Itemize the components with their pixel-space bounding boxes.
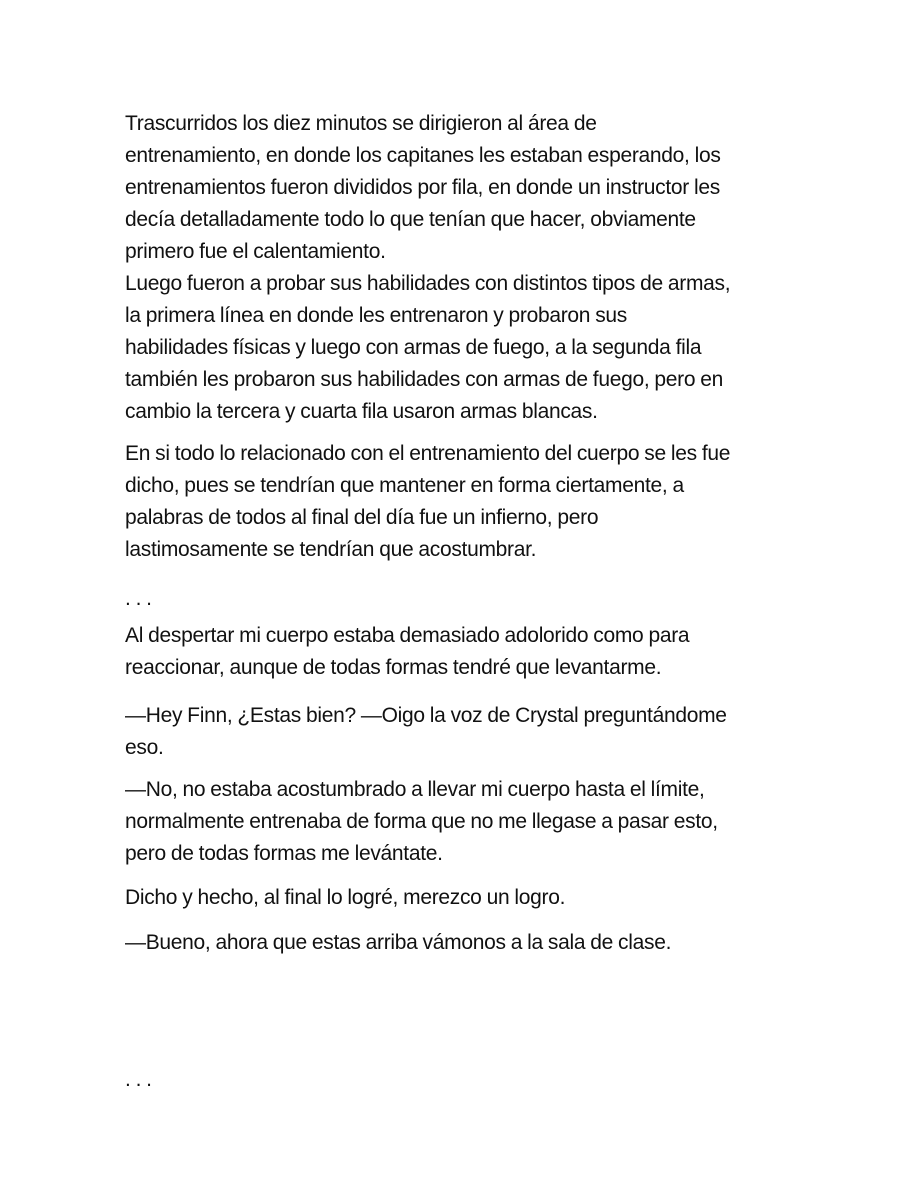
text-line: eso. bbox=[125, 736, 164, 759]
ellipsis-separator: . . . bbox=[125, 587, 152, 610]
text-line: Al despertar mi cuerpo estaba demasiado adolorido como para bbox=[125, 624, 690, 647]
paragraph-4 bbox=[125, 620, 805, 684]
paragraph-1 bbox=[125, 108, 805, 268]
text-line: —Hey Finn, ¿Estas bien? —Oigo la voz de Crystal preguntándome bbox=[125, 704, 727, 727]
text-line: reaccionar, aunque de todas formas tendré que levantarme. bbox=[125, 656, 662, 679]
paragraph-7 bbox=[125, 882, 805, 914]
text-line: la primera línea en donde les entrenaron y probaron sus bbox=[125, 304, 627, 327]
paragraph-8 bbox=[125, 927, 805, 959]
paragraph-3 bbox=[125, 438, 805, 566]
text-line: entrenamiento, en donde los capitanes les estaban esperando, los bbox=[125, 144, 721, 167]
text-line: normalmente entrenaba de forma que no me llegase a pasar esto, bbox=[125, 810, 718, 833]
text-line: Trascurridos los diez minutos se dirigieron al área de bbox=[125, 112, 597, 135]
text-line: decía detalladamente todo lo que tenían que hacer, obviamente bbox=[125, 208, 696, 231]
paragraph-5 bbox=[125, 700, 805, 764]
paragraph-2 bbox=[125, 268, 805, 428]
text-line: Luego fueron a probar sus habilidades con distintos tipos de armas, bbox=[125, 272, 731, 295]
text-line: —Bueno, ahora que estas arriba vámonos a la sala de clase. bbox=[125, 931, 672, 954]
text-line: entrenamientos fueron divididos por fila, en donde un instructor les bbox=[125, 176, 720, 199]
text-line: habilidades físicas y luego con armas de fuego, a la segunda fila bbox=[125, 336, 702, 359]
text-line: también les probaron sus habilidades con armas de fuego, pero en bbox=[125, 368, 724, 391]
text-line: pero de todas formas me levántate. bbox=[125, 842, 443, 865]
text-line: —No, no estaba acostumbrado a llevar mi cuerpo hasta el límite, bbox=[125, 778, 705, 801]
text-line: lastimosamente se tendrían que acostumbrar. bbox=[125, 538, 537, 561]
text-line: Dicho y hecho, al final lo logré, merezco un logro. bbox=[125, 886, 566, 909]
text-line: palabras de todos al final del día fue un infierno, pero bbox=[125, 506, 599, 529]
text-line: En si todo lo relacionado con el entrenamiento del cuerpo se les fue bbox=[125, 442, 731, 465]
text-line: primero fue el calentamiento. bbox=[125, 240, 386, 263]
scene-separator-1 bbox=[125, 583, 805, 615]
scene-separator-2 bbox=[125, 1064, 805, 1096]
paragraph-6 bbox=[125, 774, 805, 870]
text-line: cambio la tercera y cuarta fila usaron armas blancas. bbox=[125, 400, 598, 423]
text-line: dicho, pues se tendrían que mantener en forma ciertamente, a bbox=[125, 474, 684, 497]
ellipsis-separator: . . . bbox=[125, 1068, 152, 1091]
